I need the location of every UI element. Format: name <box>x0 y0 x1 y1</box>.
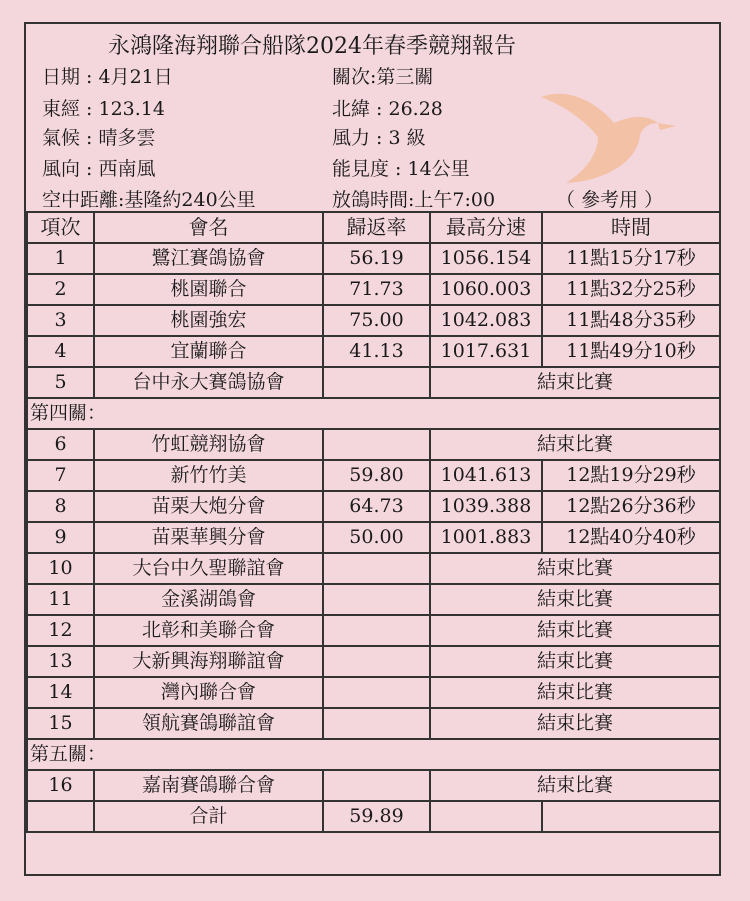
row-ended-status: 結束比賽 <box>430 708 720 739</box>
table-row <box>27 336 720 367</box>
row-no: 2 <box>27 274 94 305</box>
row-club: 金溪湖鴿會 <box>94 584 323 615</box>
row-rate: 71.73 <box>323 274 430 305</box>
row-rate: 59.80 <box>323 460 430 491</box>
row-club: 宜蘭聯合 <box>94 336 323 367</box>
date-info: 日期 : 4月21日 <box>42 66 173 88</box>
total-speed <box>430 801 542 832</box>
row-rate <box>323 367 430 398</box>
row-rate <box>323 615 430 646</box>
table-row <box>27 491 720 522</box>
row-no: 11 <box>27 584 94 615</box>
row-club: 灣內聯合會 <box>94 677 323 708</box>
row-no: 7 <box>27 460 94 491</box>
row-no: 16 <box>27 770 94 801</box>
row-time: 11點49分10秒 <box>542 336 720 367</box>
row-club: 新竹竹美 <box>94 460 323 491</box>
row-no: 14 <box>27 677 94 708</box>
row-no: 13 <box>27 646 94 677</box>
row-no: 12 <box>27 615 94 646</box>
row-no: 5 <box>27 367 94 398</box>
table-header-row <box>27 212 720 243</box>
wind-force-info: 風力 : 3 級 <box>332 127 426 149</box>
row-rate <box>323 429 430 460</box>
total-label: 合計 <box>94 801 323 832</box>
reference-note: （ 參考用 ） <box>556 189 664 211</box>
row-time: 11點48分35秒 <box>542 305 720 336</box>
total-row <box>27 801 720 832</box>
row-club: 大新興海翔聯誼會 <box>94 646 323 677</box>
row-club: 苗栗華興分會 <box>94 522 323 553</box>
report-title: 永鴻隆海翔聯合船隊2024年春季競翔報告 <box>108 34 516 59</box>
weather-info: 氣候 : 晴多雲 <box>42 127 156 149</box>
row-rate: 75.00 <box>323 305 430 336</box>
row-rate <box>323 677 430 708</box>
row-rate <box>323 584 430 615</box>
row-no: 4 <box>27 336 94 367</box>
table-row <box>27 305 720 336</box>
table-row <box>27 584 720 615</box>
table-row <box>27 243 720 274</box>
row-ended-status: 結束比賽 <box>430 677 720 708</box>
row-no: 3 <box>27 305 94 336</box>
row-rate <box>323 646 430 677</box>
total-rate: 59.89 <box>323 801 430 832</box>
table-row <box>27 429 720 460</box>
row-club: 桃園聯合 <box>94 274 323 305</box>
row-ended-status: 結束比賽 <box>430 646 720 677</box>
header-time: 時間 <box>542 212 720 243</box>
row-ended-status: 結束比賽 <box>430 770 720 801</box>
row-club: 北彰和美聯合會 <box>94 615 323 646</box>
header-speed: 最高分速 <box>430 212 542 243</box>
table-row <box>27 646 720 677</box>
visibility-info: 能見度 : 14公里 <box>332 158 470 180</box>
leg4-label: 第四關： <box>27 398 720 429</box>
row-no: 10 <box>27 553 94 584</box>
row-club: 桃園強宏 <box>94 305 323 336</box>
results-table <box>26 211 721 833</box>
row-speed: 1060.003 <box>430 274 542 305</box>
row-ended-status: 結束比賽 <box>430 367 720 398</box>
leg-info: 關次:第三關 <box>332 66 434 88</box>
row-rate: 50.00 <box>323 522 430 553</box>
dove-icon <box>536 79 686 189</box>
header-club: 會名 <box>94 212 323 243</box>
wind-direction-info: 風向 : 西南風 <box>42 158 156 180</box>
row-rate: 64.73 <box>323 491 430 522</box>
release-time-info: 放鴿時間:上午7:00 <box>332 189 496 211</box>
row-club: 台中永大賽鴿協會 <box>94 367 323 398</box>
table-row <box>27 708 720 739</box>
header-no: 項次 <box>27 212 94 243</box>
row-time: 12點19分29秒 <box>542 460 720 491</box>
longitude-info: 東經 : 123.14 <box>42 98 165 120</box>
row-speed: 1039.388 <box>430 491 542 522</box>
total-time <box>542 801 720 832</box>
table-row <box>27 615 720 646</box>
row-speed: 1017.631 <box>430 336 542 367</box>
row-time: 12點26分36秒 <box>542 491 720 522</box>
row-rate: 41.13 <box>323 336 430 367</box>
table-row <box>27 770 720 801</box>
table-row <box>27 553 720 584</box>
total-no <box>27 801 94 832</box>
leg-separator-row <box>27 398 720 429</box>
row-club: 大台中久聖聯誼會 <box>94 553 323 584</box>
row-no: 8 <box>27 491 94 522</box>
row-no: 9 <box>27 522 94 553</box>
table-row <box>27 677 720 708</box>
row-no: 1 <box>27 243 94 274</box>
row-ended-status: 結束比賽 <box>430 429 720 460</box>
row-speed: 1001.883 <box>430 522 542 553</box>
row-time: 12點40分40秒 <box>542 522 720 553</box>
row-time: 11點15分17秒 <box>542 243 720 274</box>
row-no: 6 <box>27 429 94 460</box>
row-rate <box>323 553 430 584</box>
leg-separator-row <box>27 739 720 770</box>
row-rate <box>323 770 430 801</box>
row-ended-status: 結束比賽 <box>430 553 720 584</box>
row-speed: 1041.613 <box>430 460 542 491</box>
row-time: 11點32分25秒 <box>542 274 720 305</box>
row-club: 領航賽鴿聯誼會 <box>94 708 323 739</box>
row-club: 鷺江賽鴿協會 <box>94 243 323 274</box>
row-speed: 1056.154 <box>430 243 542 274</box>
header-rate: 歸返率 <box>323 212 430 243</box>
latitude-info: 北緯 : 26.28 <box>332 98 443 120</box>
leg5-label: 第五關： <box>27 739 720 770</box>
row-speed: 1042.083 <box>430 305 542 336</box>
row-no: 15 <box>27 708 94 739</box>
table-row <box>27 274 720 305</box>
row-ended-status: 結束比賽 <box>430 615 720 646</box>
row-rate <box>323 708 430 739</box>
row-club: 嘉南賽鴿聯合會 <box>94 770 323 801</box>
table-row <box>27 522 720 553</box>
distance-info: 空中距離:基隆約240公里 <box>42 189 256 211</box>
row-rate: 56.19 <box>323 243 430 274</box>
report-frame <box>24 22 721 876</box>
row-club: 苗栗大炮分會 <box>94 491 323 522</box>
table-row <box>27 460 720 491</box>
table-row <box>27 367 720 398</box>
row-ended-status: 結束比賽 <box>430 584 720 615</box>
row-club: 竹虹競翔協會 <box>94 429 323 460</box>
